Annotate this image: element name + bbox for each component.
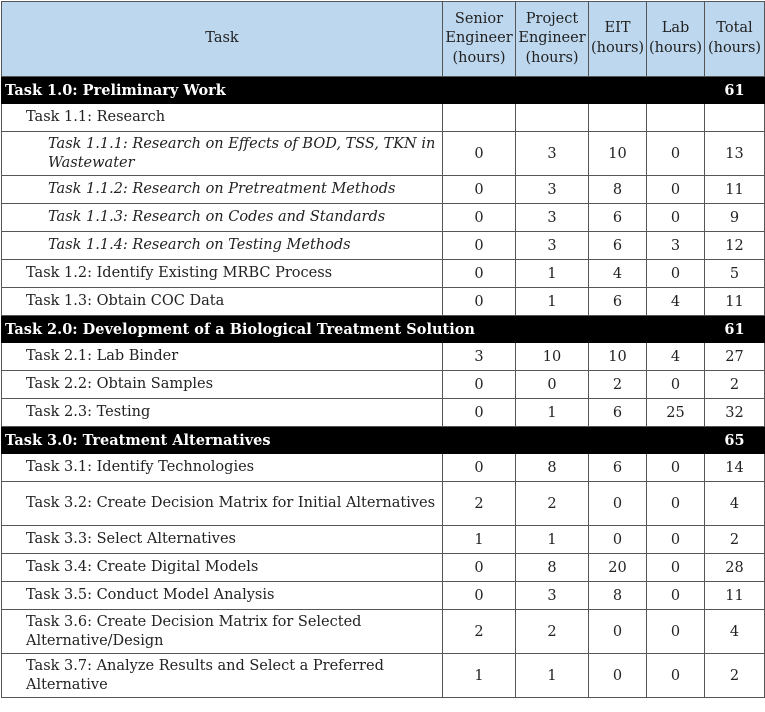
project-engineer-hours: 3 [516,204,589,232]
header-total: Total (hours) [705,2,765,77]
lab-hours: 0 [647,610,705,654]
task-row [2,288,765,316]
section-title: Task 1.0: Preliminary Work [2,77,705,104]
header-task: Task [2,2,443,77]
task-label: Task 2.2: Obtain Samples [2,371,443,399]
project-engineer-hours: 1 [516,399,589,427]
senior-engineer-hours: 1 [443,654,516,698]
total-hours: 4 [705,610,765,654]
task-row [2,526,765,554]
lab-hours [647,104,705,132]
task-label: Task 2.3: Testing [2,399,443,427]
senior-engineer-hours: 0 [443,204,516,232]
senior-engineer-hours: 0 [443,260,516,288]
total-hours: 11 [705,176,765,204]
project-engineer-hours: 10 [516,343,589,371]
project-engineer-hours: 1 [516,288,589,316]
eit-hours: 4 [589,260,647,288]
total-hours: 28 [705,554,765,582]
task-row [2,482,765,526]
lab-hours: 0 [647,176,705,204]
section-header-row [2,316,765,343]
header-lab: Lab (hours) [647,2,705,77]
eit-hours: 10 [589,132,647,176]
task-label: Task 3.6: Create Decision Matrix for Selected Alternative/Design [2,610,443,654]
task-label: Task 1.1.3: Research on Codes and Standards [2,204,443,232]
eit-hours: 2 [589,371,647,399]
section-total: 65 [705,427,765,454]
project-engineer-hours: 3 [516,176,589,204]
lab-hours: 0 [647,204,705,232]
senior-engineer-hours: 2 [443,482,516,526]
project-engineer-hours: 8 [516,554,589,582]
eit-hours: 0 [589,654,647,698]
header-project-engineer: Project Engineer (hours) [516,2,589,77]
header-row [2,2,765,77]
total-hours: 5 [705,260,765,288]
total-hours: 2 [705,371,765,399]
task-label: Task 1.2: Identify Existing MRBC Process [2,260,443,288]
total-hours: 2 [705,654,765,698]
eit-hours: 8 [589,582,647,610]
senior-engineer-hours: 0 [443,582,516,610]
total-hours: 12 [705,232,765,260]
task-label: Task 1.1: Research [2,104,443,132]
eit-hours: 20 [589,554,647,582]
task-row [2,399,765,427]
task-row [2,610,765,654]
task-row [2,104,765,132]
total-hours: 11 [705,288,765,316]
project-engineer-hours: 8 [516,454,589,482]
total-hours: 14 [705,454,765,482]
task-label: Task 3.5: Conduct Model Analysis [2,582,443,610]
hours-table [1,1,765,698]
lab-hours: 0 [647,132,705,176]
section-title: Task 3.0: Treatment Alternatives [2,427,705,454]
lab-hours: 0 [647,654,705,698]
total-hours: 32 [705,399,765,427]
lab-hours: 0 [647,371,705,399]
lab-hours: 3 [647,232,705,260]
eit-hours: 10 [589,343,647,371]
senior-engineer-hours: 0 [443,288,516,316]
task-label: Task 3.3: Select Alternatives [2,526,443,554]
task-row [2,132,765,176]
task-row [2,232,765,260]
total-hours [705,104,765,132]
section-total: 61 [705,77,765,104]
task-row [2,260,765,288]
task-label: Task 3.1: Identify Technologies [2,454,443,482]
project-engineer-hours: 3 [516,582,589,610]
eit-hours [589,104,647,132]
lab-hours: 0 [647,260,705,288]
lab-hours: 0 [647,482,705,526]
lab-hours: 0 [647,554,705,582]
eit-hours: 6 [589,204,647,232]
project-engineer-hours: 3 [516,232,589,260]
lab-hours: 4 [647,343,705,371]
lab-hours: 25 [647,399,705,427]
eit-hours: 6 [589,232,647,260]
project-engineer-hours: 1 [516,260,589,288]
task-label: Task 3.4: Create Digital Models [2,554,443,582]
project-engineer-hours: 3 [516,132,589,176]
eit-hours: 6 [589,454,647,482]
project-engineer-hours: 1 [516,654,589,698]
task-row [2,343,765,371]
total-hours: 11 [705,582,765,610]
senior-engineer-hours: 3 [443,343,516,371]
project-engineer-hours: 2 [516,610,589,654]
task-row [2,176,765,204]
total-hours: 2 [705,526,765,554]
eit-hours: 6 [589,288,647,316]
eit-hours: 0 [589,526,647,554]
header-eit: EIT (hours) [589,2,647,77]
task-row [2,582,765,610]
senior-engineer-hours: 0 [443,399,516,427]
task-label: Task 1.1.2: Research on Pretreatment Methods [2,176,443,204]
task-label: Task 1.3: Obtain COC Data [2,288,443,316]
senior-engineer-hours: 0 [443,371,516,399]
section-total: 61 [705,316,765,343]
total-hours: 4 [705,482,765,526]
header-senior-engineer: Senior Engineer (hours) [443,2,516,77]
lab-hours: 4 [647,288,705,316]
project-engineer-hours: 2 [516,482,589,526]
project-engineer-hours [516,104,589,132]
senior-engineer-hours: 0 [443,132,516,176]
senior-engineer-hours: 1 [443,526,516,554]
eit-hours: 6 [589,399,647,427]
project-engineer-hours: 1 [516,526,589,554]
senior-engineer-hours [443,104,516,132]
senior-engineer-hours: 2 [443,610,516,654]
task-row [2,204,765,232]
senior-engineer-hours: 0 [443,232,516,260]
task-row [2,654,765,698]
section-header-row [2,77,765,104]
senior-engineer-hours: 0 [443,454,516,482]
task-row [2,371,765,399]
task-label: Task 1.1.4: Research on Testing Methods [2,232,443,260]
senior-engineer-hours: 0 [443,176,516,204]
senior-engineer-hours: 0 [443,554,516,582]
task-row [2,554,765,582]
eit-hours: 0 [589,610,647,654]
lab-hours: 0 [647,454,705,482]
task-label: Task 1.1.1: Research on Effects of BOD, TSS, TKN in Wastewater [2,132,443,176]
section-title: Task 2.0: Development of a Biological Treatment Solution [2,316,705,343]
eit-hours: 8 [589,176,647,204]
total-hours: 27 [705,343,765,371]
task-label: Task 3.7: Analyze Results and Select a Preferred Alternative [2,654,443,698]
project-engineer-hours: 0 [516,371,589,399]
eit-hours: 0 [589,482,647,526]
task-row [2,454,765,482]
lab-hours: 0 [647,526,705,554]
total-hours: 13 [705,132,765,176]
task-label: Task 2.1: Lab Binder [2,343,443,371]
total-hours: 9 [705,204,765,232]
lab-hours: 0 [647,582,705,610]
task-label: Task 3.2: Create Decision Matrix for Initial Alternatives [2,482,443,526]
section-header-row [2,427,765,454]
